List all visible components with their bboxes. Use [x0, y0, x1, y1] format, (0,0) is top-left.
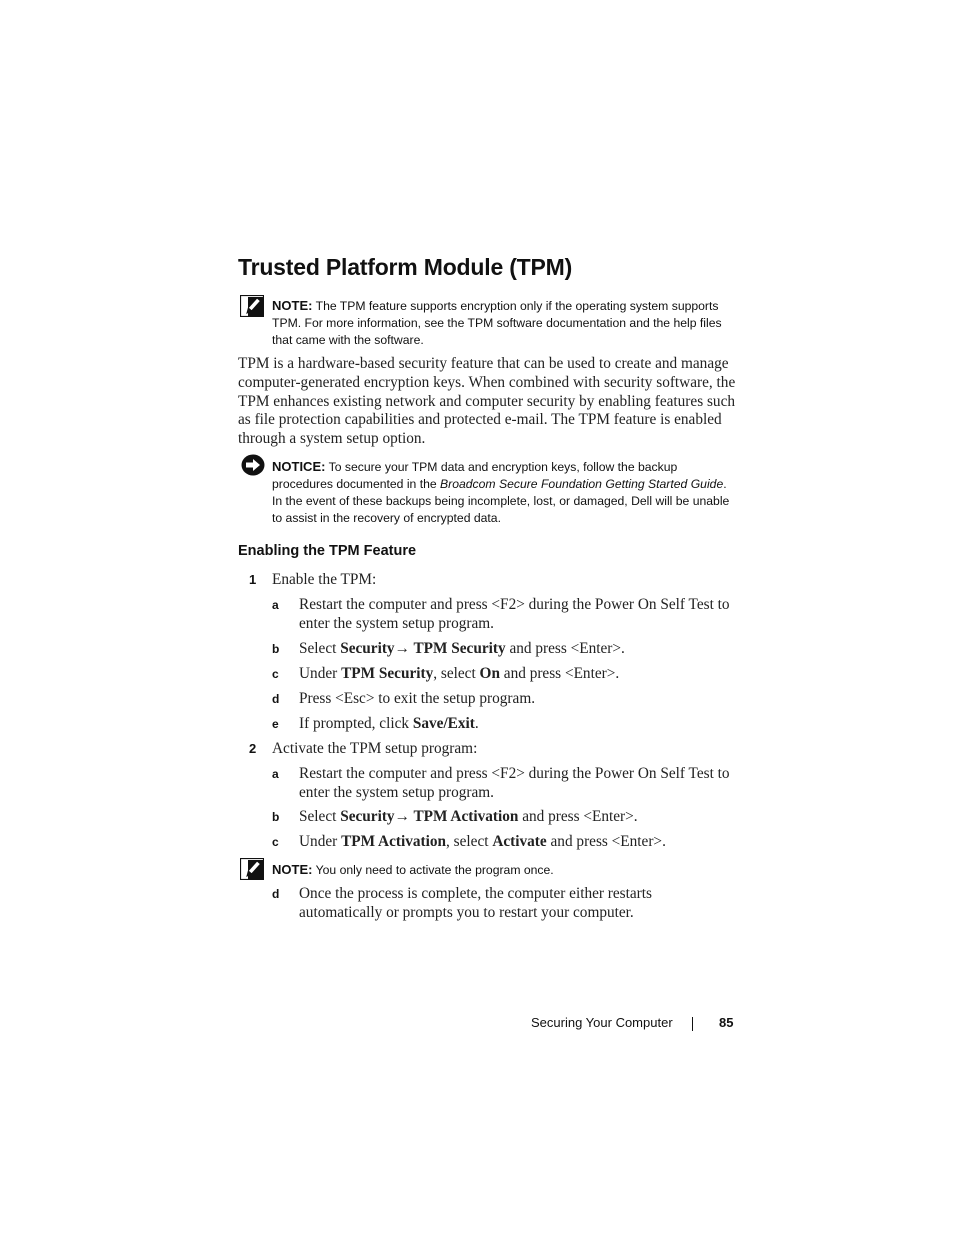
- substep-letter: a: [272, 598, 279, 612]
- note-label: NOTE:: [272, 862, 313, 877]
- ui-term: TPM Activation: [341, 833, 447, 850]
- arrow-icon: →: [394, 640, 410, 657]
- substep-letter: c: [272, 667, 279, 681]
- ui-term: TPM Activation: [409, 808, 519, 825]
- section-heading: Enabling the TPM Feature: [238, 543, 417, 559]
- page-title: Trusted Platform Module (TPM): [238, 254, 573, 280]
- ui-term: Security: [340, 640, 395, 657]
- ui-term: TPM Security: [341, 665, 434, 682]
- intro-paragraph: TPM is a hardware-based security feature that can be used to create and manage computer-generated encryption keys. When combined with security software, the TPM enhances existing network and computer security by enabling features such as file protection capabilities and protected e-mail. The TPM feature is enabled through a system setup option.: [238, 355, 736, 448]
- substep-text: Under TPM Security, select On and press <Enter>.: [299, 665, 620, 682]
- substep-letter: b: [272, 810, 280, 824]
- substep-letter: e: [272, 717, 279, 731]
- substep-text: Once the process is complete, the computer either restarts automatically or prompts you to restart your computer.: [299, 885, 652, 921]
- note-callout: [272, 297, 740, 349]
- note-text: You only need to activate the program once.: [315, 863, 554, 877]
- step-text: Enable the TPM:: [272, 571, 377, 588]
- substep-letter: d: [272, 692, 280, 706]
- substep-letter: d: [272, 887, 280, 901]
- ui-term: On: [479, 665, 500, 682]
- substep-text: Press <Esc> to exit the setup program.: [299, 690, 536, 707]
- page-number: 85: [719, 1015, 734, 1030]
- arrow-icon: →: [394, 808, 410, 825]
- notice-text-after: . In the event of these backups being incomplete, lost, or damaged, Dell will be unable to assist in the recovery of encrypted data.: [272, 477, 730, 525]
- note-label: NOTE:: [272, 298, 313, 313]
- notice-guide-title: Broadcom Secure Foundation Getting Started Guide: [440, 477, 724, 491]
- step-number: 2: [249, 741, 257, 756]
- substep-letter: c: [272, 835, 279, 849]
- substep-text: Select Security→ TPM Security and press <Enter>.: [299, 640, 625, 657]
- step-number: 1: [249, 572, 257, 587]
- substep-letter: a: [272, 767, 279, 781]
- footer-divider: [692, 1017, 693, 1031]
- ui-term: Save/Exit: [412, 715, 475, 732]
- step-text: Activate the TPM setup program:: [272, 740, 478, 757]
- substep-text: Restart the computer and press <F2> during the Power On Self Test to enter the system setup program.: [299, 596, 730, 632]
- substep-text: Select Security→ TPM Activation and press <Enter>.: [299, 808, 638, 825]
- footer-section-title: Securing Your Computer: [531, 1015, 673, 1030]
- notice-arrow-icon: [241, 454, 265, 476]
- pencil-note-icon: [240, 858, 264, 880]
- substep-text: If prompted, click Save/Exit.: [299, 715, 479, 732]
- substep-letter: b: [272, 642, 280, 656]
- pencil-note-icon: [240, 295, 264, 317]
- ui-term: Activate: [492, 833, 547, 850]
- substep-text: Under TPM Activation, select Activate and press <Enter>.: [299, 833, 666, 850]
- substep-text: Restart the computer and press <F2> during the Power On Self Test to enter the system setup program.: [299, 765, 730, 801]
- note-text: The TPM feature supports encryption only if the operating system supports TPM. For more information, see the TPM software documentation and the help files that came with the software.: [272, 299, 722, 347]
- ui-term: Security: [340, 808, 395, 825]
- note-callout: [272, 861, 740, 879]
- notice-label: NOTICE:: [272, 459, 326, 474]
- notice-callout: [272, 458, 740, 527]
- notice-text: To secure your TPM data and encryption keys, follow the backup procedures documented in the: [272, 460, 678, 491]
- ui-term: TPM Security: [409, 640, 506, 657]
